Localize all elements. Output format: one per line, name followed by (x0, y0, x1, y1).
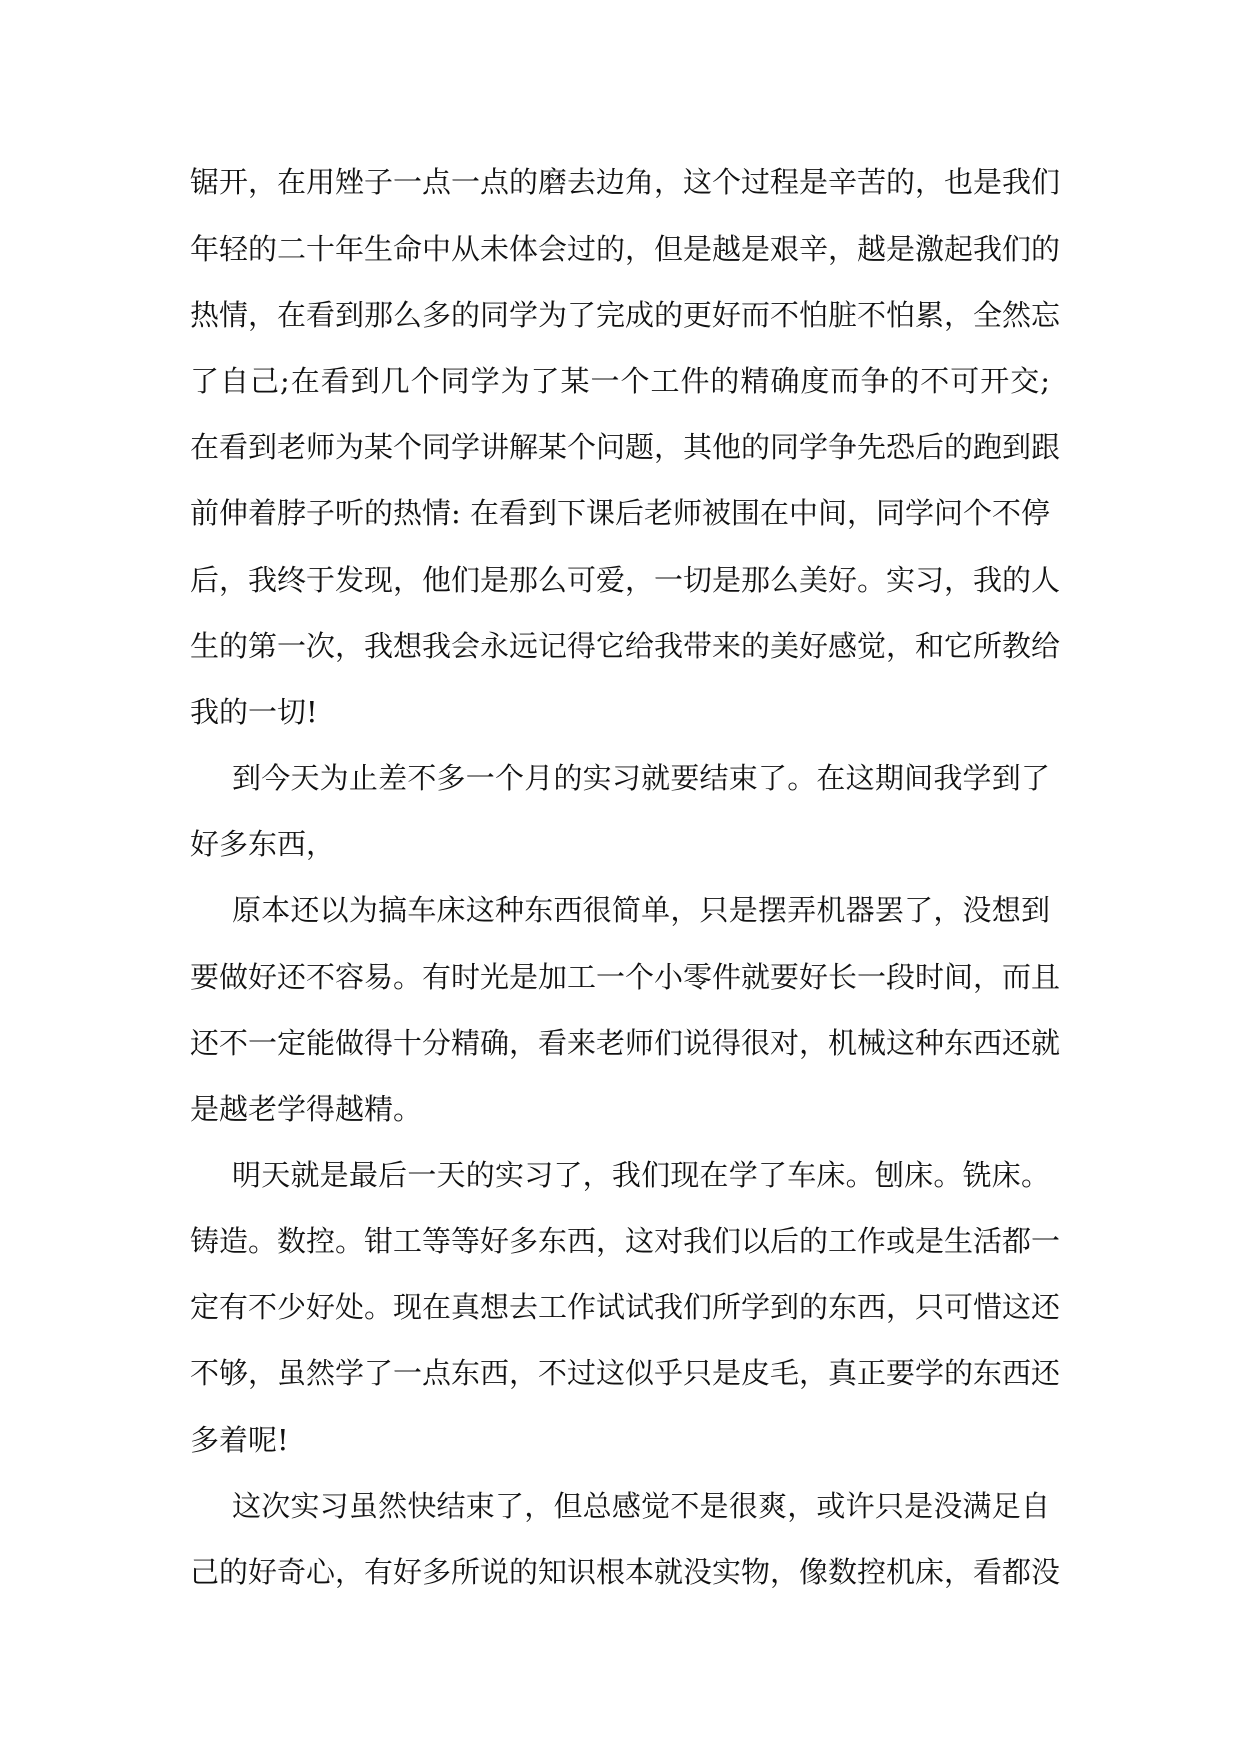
text-line: 定有不少好处。现在真想去工作试试我们所学到的东西，只可惜这还 (190, 1290, 1061, 1324)
text-line: 年轻的二十年生命中从未体会过的，但是越是艰辛，越是激起我们的 (190, 232, 1061, 266)
text-line: 我的一切! (190, 695, 318, 729)
text-line: 好多东西， (190, 827, 336, 861)
text-line: 前伸着脖子听的热情: 在看到下课后老师被围在中间，同学问个不停 (190, 496, 1050, 530)
text-line: 多着呢! (190, 1423, 289, 1457)
text-line: 己的好奇心，有好多所说的知识根本就没实物，像数控机床，看都没 (190, 1555, 1061, 1589)
text-line: 了自己;在看到几个同学为了某一个工件的精确度而争的不可开交; (190, 364, 1050, 398)
text-line: 要做好还不容易。有时光是加工一个小零件就要好长一段时间，而且 (190, 960, 1061, 994)
text-line: 后，我终于发现，他们是那么可爱，一切是那么美好。实习，我的人 (190, 563, 1061, 597)
text-line: 锯开，在用矬子一点一点的磨去边角，这个过程是辛苦的，也是我们 (190, 165, 1061, 199)
text-line: 铸造。数控。钳工等等好多东西，这对我们以后的工作或是生活都一 (190, 1224, 1061, 1258)
text-line: 原本还以为搞车床这种东西很简单，只是摆弄机器罢了，没想到 (232, 893, 1050, 927)
text-line: 还不一定能做得十分精确，看来老师们说得很对，机械这种东西还就 (190, 1026, 1061, 1060)
text-line: 在看到老师为某个同学讲解某个问题，其他的同学争先恐后的跑到跟 (190, 430, 1061, 464)
text-line: 明天就是最后一天的实习了，我们现在学了车床。刨床。铣床。 (232, 1158, 1050, 1192)
text-line: 生的第一次，我想我会永远记得它给我带来的美好感觉，和它所教给 (190, 629, 1061, 663)
text-line: 这次实习虽然快结束了，但总感觉不是很爽，或许只是没满足自 (232, 1489, 1050, 1523)
text-line: 是越老学得越精。 (190, 1092, 423, 1126)
text-line: 到今天为止差不多一个月的实习就要结束了。在这期间我学到了 (232, 761, 1050, 795)
text-line: 不够，虽然学了一点东西，不过这似乎只是皮毛，真正要学的东西还 (190, 1356, 1061, 1390)
text-line: 热情，在看到那么多的同学为了完成的更好而不怕脏不怕累，全然忘 (190, 298, 1061, 332)
